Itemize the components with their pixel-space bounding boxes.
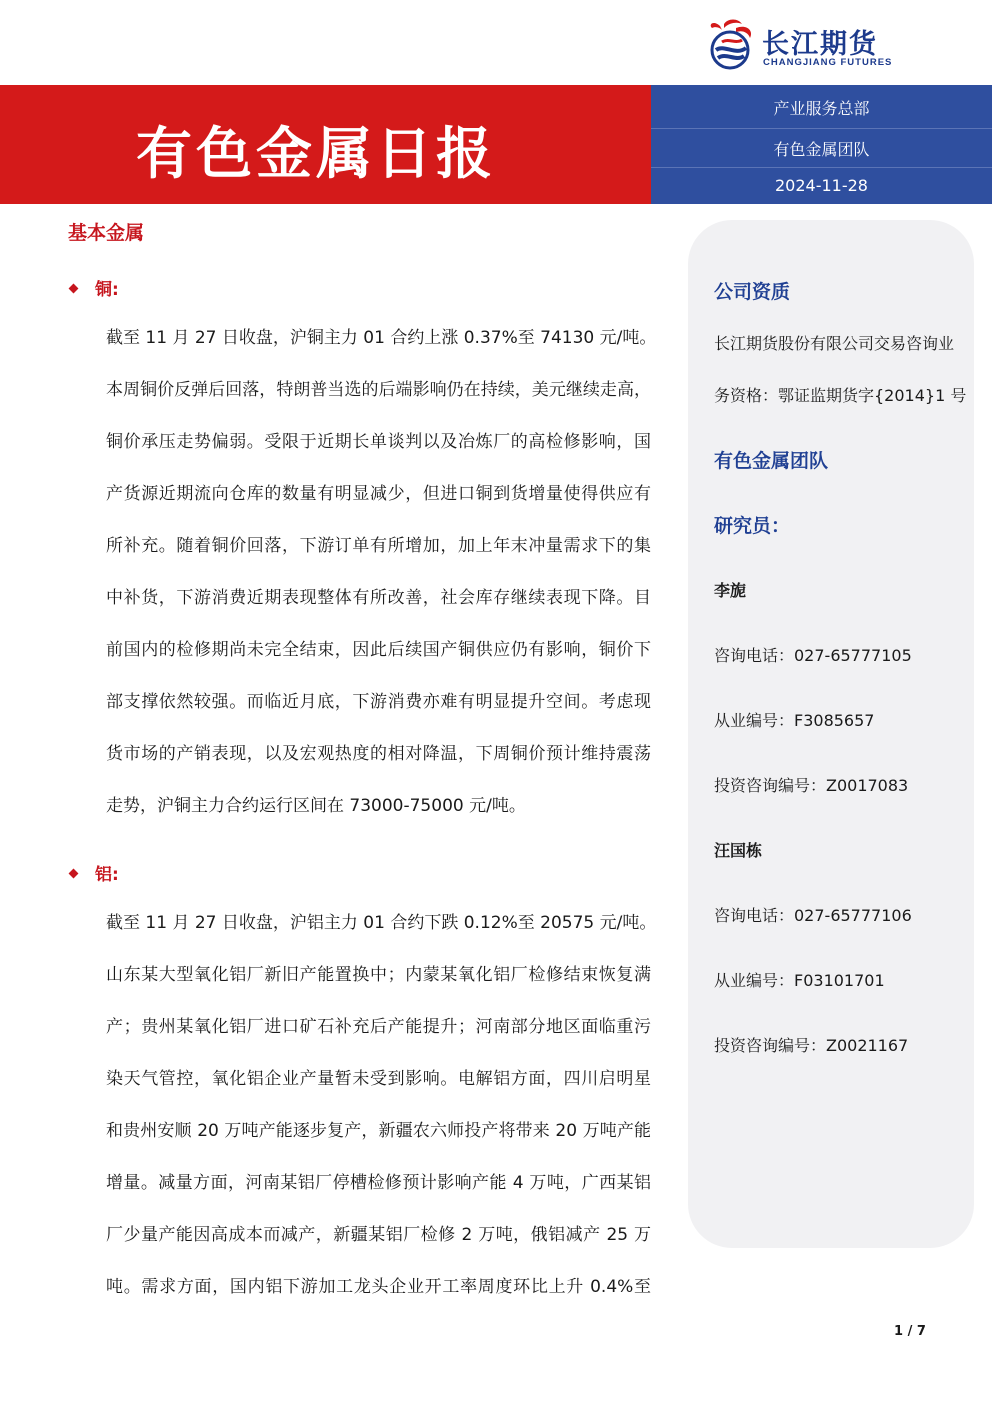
logo-english-name: CHANGJIANG FUTURES [763,57,893,68]
copper-heading [70,275,119,300]
banner-divider [651,128,992,129]
company-qualification-heading: 公司资质 [714,281,791,303]
changjiang-logo-icon [706,16,758,72]
aluminum-line: 增量。减量方面，河南某铝厂停槽检修预计影响产能 4 万吨，广西某铝 [106,1173,651,1193]
report-date: 2024-11-28 [775,176,868,195]
researcher-advisory-number: 投资咨询编号：Z0017083 [714,776,909,795]
aluminum-heading-text: 铝: [95,865,119,885]
researcher-name: 李旎 [714,581,747,600]
copper-line: 产货源近期流向仓库的数量有明显减少，但进口铜到货增量使得供应有 [106,484,651,504]
copper-line: 部支撑依然较强。而临近月底，下游消费亦难有明显提升空间。考虑现 [106,692,651,712]
bullet-diamond-icon [69,283,79,293]
bullet-diamond-icon [69,868,79,878]
team-label: 有色金属团队 [773,140,870,159]
company-qualification-text: 务资格：鄂证监期货字{2014}1 号 [714,386,967,405]
banner-divider [651,167,992,168]
aluminum-line: 截至 11 月 27 日收盘，沪铝主力 01 合约下跌 0.12%至 20575 元/吨。 [106,913,657,933]
researchers-heading: 研究员： [714,515,791,537]
researcher-license: 从业编号：F3085657 [714,711,875,730]
sidebar-panel [688,220,974,1248]
logo-chinese-name: 长江期货 [762,29,878,60]
aluminum-line: 吨。需求方面，国内铝下游加工龙头企业开工率周度环比上升 0.4%至 [106,1277,651,1297]
section-title: 基本金属 [68,222,145,244]
team-heading: 有色金属团队 [714,450,829,472]
researcher-phone: 咨询电话：027-65777106 [714,906,912,925]
aluminum-line: 山东某大型氧化铝厂新旧产能置换中；内蒙某氧化铝厂检修结束恢复满 [106,965,651,985]
copper-line: 所补充。随着铜价回落，下游订单有所增加，加上年末冲量需求下的集 [106,536,651,556]
aluminum-heading [70,860,119,885]
copper-line: 货市场的产销表现，以及宏观热度的相对降温，下周铜价预计维持震荡 [106,744,651,764]
aluminum-line: 厂少量产能因高成本而减产，新疆某铝厂检修 2 万吨，俄铝减产 25 万 [106,1225,651,1245]
aluminum-line: 和贵州安顺 20 万吨产能逐步复产，新疆农六师投产将带来 20 万吨产能 [106,1121,651,1141]
copper-line: 前国内的检修期尚未完全结束，因此后续国产铜供应仍有影响，铜价下 [106,640,651,660]
copper-paragraph [106,312,657,832]
copper-line: 走势，沪铜主力合约运行区间在 73000-75000 元/吨。 [106,796,526,816]
copper-line: 本周铜价反弹后回落，特朗普当选的后端影响仍在持续，美元继续走高， [106,380,651,400]
researcher-phone: 咨询电话：027-65777105 [714,646,912,665]
researcher-name: 汪国栋 [714,841,763,860]
aluminum-paragraph [106,897,657,1313]
copper-heading-text: 铜: [95,280,119,300]
aluminum-line: 染天气管控，氧化铝企业产量暂未受到影响。电解铝方面，四川启明星 [106,1069,651,1089]
aluminum-line: 产；贵州某氧化铝厂进口矿石补充后产能提升；河南部分地区面临重污 [106,1017,651,1037]
company-logo [706,16,916,76]
report-title: 有色金属日报 [136,122,496,187]
researcher-advisory-number: 投资咨询编号：Z0021167 [714,1036,909,1055]
department-label: 产业服务总部 [773,99,870,118]
researcher-license: 从业编号：F03101701 [714,971,885,990]
copper-line: 铜价承压走势偏弱。受限于近期长单谈判以及冶炼厂的高检修影响，国 [106,432,651,452]
page-number: 1 / 7 [894,1324,926,1339]
company-qualification-text: 长江期货股份有限公司交易咨询业 [714,334,955,353]
copper-line: 中补货，下游消费近期表现整体有所改善，社会库存继续表现下降。目 [106,588,651,608]
copper-line: 截至 11 月 27 日收盘，沪铜主力 01 合约上涨 0.37%至 74130 元/吨。 [106,328,657,348]
